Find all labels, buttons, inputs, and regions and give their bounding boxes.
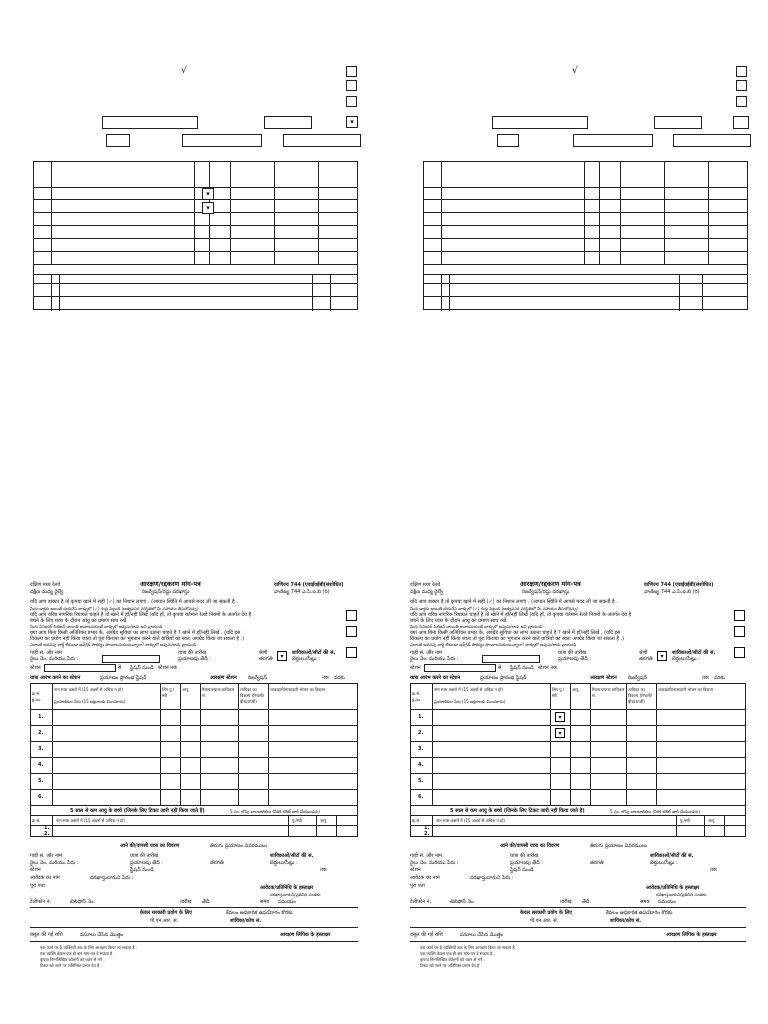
return-train-no: गाड़ी सं. और नाम bbox=[30, 853, 63, 859]
return-train-no-telugu: రైలు నెం. మరియు పేరు : bbox=[410, 860, 459, 866]
reservation-upto-label: आरक्षण स्टेशन bbox=[210, 675, 237, 681]
to-station-label: स्टेशन तक bbox=[158, 665, 177, 671]
from-station-field[interactable] bbox=[424, 664, 496, 672]
telephone-label: टेलीफोन नं. bbox=[30, 899, 52, 905]
upgrade-checkbox[interactable] bbox=[346, 96, 357, 107]
chevron-down-icon: ▾ bbox=[558, 730, 562, 737]
amount-label: वसूल की गई राशि bbox=[30, 932, 63, 938]
date-label: तारीख bbox=[560, 899, 572, 905]
from-station-field[interactable] bbox=[44, 664, 116, 672]
child-col-sex: पु./स्त्री bbox=[292, 818, 302, 823]
col-sno: क्र.सं. bbox=[32, 691, 41, 696]
child-col-sno: क्र.सं. bbox=[32, 818, 41, 823]
return-class-telugu: తరగతి bbox=[210, 860, 224, 866]
doctor-checkbox[interactable] bbox=[736, 66, 747, 77]
doctor-checkbox[interactable] bbox=[346, 610, 357, 621]
signature-label-telugu: దరఖాస్తుదారుని/ప్రతినిధి సంతకం bbox=[270, 892, 321, 897]
pnr-label: पी.एन.आर. सं. bbox=[150, 918, 179, 924]
tick-mark: √ bbox=[572, 66, 578, 76]
applicant-name: आवेदक का नाम bbox=[30, 875, 60, 881]
train-no-field[interactable] bbox=[102, 655, 160, 663]
return-journey-date-telugu: ప్రయాణపు తేదీ : bbox=[510, 860, 543, 866]
col-name-telugu: ప్రయాణికుల పేరు (15 అక్షరాలకు మించరాదు) bbox=[434, 699, 506, 704]
berths-field[interactable] bbox=[497, 134, 519, 147]
sex-dropdown-row-1[interactable] bbox=[202, 188, 214, 200]
chevron-down-icon: ▾ bbox=[206, 190, 210, 198]
berth-coach-label: शायिका/कोच सं. bbox=[230, 918, 262, 924]
child-row-number: 2. bbox=[44, 831, 50, 837]
train-no-label: गाड़ी सं. और नाम bbox=[30, 650, 63, 656]
child-col-name: नाम स्पष्ट अक्षरों में (15 अक्षरों से अधिक न हो) bbox=[56, 818, 125, 823]
note-1: एक फार्म पर 6 व्यक्तियों तक के लिए आरक्षण किया जा सकता है . bbox=[420, 945, 518, 950]
col-name-telugu: ప్రయాణికుల పేరు (15 అక్షరాలకు మించరాదు) bbox=[54, 699, 126, 704]
senior-line: यदि आप वरिष्ठ नागरिक रियायत चाहते है तो खाने में हाँ/नहीं लिखें (यदि हाँ, तो कृपया वर्तमान रेलवे नियमों के अंतर्गत देय है bbox=[410, 612, 632, 618]
return-train-no: गाड़ी सं. और नाम bbox=[410, 853, 443, 859]
full-address: पूरा पता bbox=[410, 883, 425, 889]
to-station-field[interactable] bbox=[673, 134, 751, 147]
row-number: 2. bbox=[418, 730, 424, 736]
train-no-field[interactable] bbox=[482, 655, 540, 663]
amount-label-telugu: వసూలు చేసిన మొత్తం bbox=[460, 932, 504, 938]
journey-date-label-telugu: ప్రయాణపు తేదీ : bbox=[178, 656, 211, 662]
upgrade-line-2: विकल्प का प्रयोग नहीं किया जाता तो पूरा किराया का भुगतान करने वाले यात्रियों का स्वतः अपग्रेड किया जा सकता है .) bbox=[410, 636, 625, 642]
train-no-label: गाड़ी सं. और नाम bbox=[410, 650, 443, 656]
upto-label-telugu: వరకు bbox=[714, 675, 725, 681]
upgrade-line: क्या आप बिना किसी अतिरिक्त प्रभार के, अपग्रेड सुविधा का लाभ उठाना चाहते है ? खाने में हाँ/नहीं लिखें . (यदि इस bbox=[410, 630, 621, 636]
telephone-label-telugu: టెలిఫోన్ నెం. bbox=[450, 899, 476, 905]
journey-begin-label: यात्रा आरंभ करने का स्टेशन bbox=[30, 675, 81, 681]
date-label: तारीख bbox=[180, 899, 192, 905]
journey-date-label-telugu: ప్రయాణపు తేదీ : bbox=[558, 656, 591, 662]
train-no-label-telugu: రైలు నెం. మరియు పేరు : bbox=[30, 656, 79, 662]
berths-field[interactable] bbox=[106, 134, 130, 147]
time-label: समय bbox=[260, 899, 270, 905]
applicant-name: आवेदक का नाम bbox=[410, 875, 440, 881]
telephone-label: टेलीफोन नं. bbox=[410, 899, 432, 905]
form-title: आरक्षण/रद्दकरण मांग-पत्र bbox=[140, 580, 201, 588]
col-name: नाम स्पष्ट अक्षरों में (15 अक्षरों से अधिक न हो) bbox=[434, 687, 503, 692]
amount-label-telugu: వసూలు చేసిన మొత్తం bbox=[80, 932, 124, 938]
return-train-no-telugu: రైలు నెం. మరియు పేరు : bbox=[30, 860, 79, 866]
note-2: एक व्यक्ति केवल एक ही बार मांग-पत्र दे सकता है . bbox=[420, 951, 495, 956]
upgrade-line-telugu: ఎలాంటి అదనపు చార్జీ లేకుండా అప్‌గ్రేడ్ సౌకర్యం పొందాలనుకుంటున్నారా? బాక్సులో అవును/కాదు వ్రాయండి bbox=[30, 642, 197, 647]
full-address: पूरा पता bbox=[30, 883, 45, 889]
amount-label: वसूल की गई राशि bbox=[410, 932, 443, 938]
col-sno-telugu: క్ర.సం. bbox=[32, 697, 42, 702]
applicant-name-telugu: దరఖాస్తుదారుని పేరు : bbox=[470, 875, 514, 881]
train-number-field[interactable] bbox=[102, 116, 198, 129]
time-label-telugu: సమయం bbox=[278, 899, 296, 905]
senior-checkbox[interactable] bbox=[734, 626, 745, 637]
col-choice: शायिका का विकल्प (निचली/बीच/ऊपरी) bbox=[240, 687, 265, 704]
railway-name: दक्षिण मध्य रेलवे bbox=[410, 582, 441, 588]
return-berths-telugu: బెర్తులు/సీట్లు : bbox=[270, 860, 298, 866]
scanned-form-right bbox=[410, 579, 765, 1024]
upgrade-checkbox[interactable] bbox=[736, 96, 747, 107]
row-number: 5. bbox=[38, 778, 44, 784]
col-concession: रियायत/यात्रा प्राधिकार सं. bbox=[592, 687, 625, 698]
signature-label: आवेदक/प्रतिनिधि के हस्ताक्षर bbox=[260, 885, 314, 891]
col-food: शाकाहारी/मांसाहारी भोजन का विकल्प bbox=[658, 687, 714, 692]
senior-line-telugu: మీరు సీనియర్ సిటిజన్ రాయితీ కావాలనుకుంటే బాక్సులో అవును/కాదు అని వ్రాయండి bbox=[30, 624, 163, 629]
note-1: एक फार्म पर 6 व्यक्तियों तक के लिए आरक्षण किया जा सकता है . bbox=[40, 945, 138, 950]
to-label: से bbox=[118, 665, 122, 671]
berths-label: शायिकाओं/सीटों की सं. bbox=[672, 650, 716, 656]
train-number-field[interactable] bbox=[492, 116, 588, 129]
return-station-from-telugu: స్టేషన్ నుండి bbox=[130, 867, 154, 873]
return-upto: तक bbox=[710, 867, 717, 873]
sex-dropdown-row-2[interactable] bbox=[202, 202, 214, 214]
to-station-field[interactable] bbox=[283, 134, 361, 147]
row-number: 3. bbox=[38, 746, 44, 752]
row-number: 5. bbox=[418, 778, 424, 784]
reservation-clerk-label: आरक्षण लिपिक के हस्ताक्षर bbox=[666, 932, 717, 938]
col-age: आयु bbox=[572, 687, 579, 692]
journey-date-label: यात्रा की तारीख bbox=[178, 650, 207, 656]
telephone-label-telugu: టెలిఫోన్ నెం. bbox=[70, 899, 96, 905]
form-code-telugu: వాణిజ్య 744 ఎ.సి.ఇ.బి (రి) bbox=[274, 589, 330, 595]
reservation-clerk-label: आरक्षण लिपिक के हस्ताक्षर bbox=[280, 932, 331, 938]
passenger-table bbox=[423, 161, 748, 310]
return-station-from: स्टेशन bbox=[30, 867, 41, 873]
return-journey: आने की/वापसी यात्रा का विवरण bbox=[120, 843, 180, 849]
chevron-down-icon: ▾ bbox=[350, 118, 354, 126]
station-from-label-telugu: స్టేషన్ నుండి bbox=[130, 665, 154, 671]
child-col-age: आयु bbox=[320, 818, 327, 823]
note-2: एक व्यक्ति केवल एक ही बार मांग-पत्र दे सकता है . bbox=[40, 951, 115, 956]
form-title: आरक्षण/रद्दकरण मांग-पत्र bbox=[520, 580, 581, 588]
berths-label-telugu: బెర్తులు/సీట్లు : bbox=[292, 656, 320, 662]
col-sex: लिंग पु./स्त्री bbox=[162, 687, 175, 698]
journey-date-field[interactable] bbox=[264, 116, 312, 129]
railway-name: दक्षिण मध्य रेलवे bbox=[30, 582, 61, 588]
children-note: 5 साल से कम आयु के बच्चे (जिनके लिए टिकट जारी नहीं किया जाते है) bbox=[70, 808, 205, 814]
berths-label-telugu: బెర్తులు/సీట్లు : bbox=[672, 656, 700, 662]
scanned-form-left bbox=[30, 579, 385, 1024]
berth-coach-label: शायिका/कोच सं. bbox=[610, 918, 642, 924]
col-name: नाम स्पष्ट अक्षरों में (15 अक्षरों से अधिक न हो) bbox=[54, 687, 123, 692]
passenger-table bbox=[33, 161, 358, 310]
senior-line-2: बचने के लिए यात्रा के दौरान आयु का प्रमाण साथ रखें. bbox=[410, 618, 508, 624]
row-number: 2. bbox=[38, 730, 44, 736]
child-row-number: 1. bbox=[44, 825, 50, 831]
senior-line-2: बचने के लिए यात्रा के दौरान आयु का प्रमाण साथ रखें. bbox=[30, 618, 128, 624]
to-label: से bbox=[498, 665, 502, 671]
chevron-down-icon: ▾ bbox=[206, 204, 210, 212]
station-from-label: स्टेशन bbox=[30, 665, 41, 671]
child-col-age: आयु bbox=[708, 818, 715, 823]
senior-checkbox[interactable] bbox=[346, 626, 357, 637]
class-dropdown[interactable] bbox=[346, 116, 358, 128]
col-food: शाकाहारी/मांसाहारी भोजन का विकल्प bbox=[270, 687, 326, 692]
form-code: वाणिज्य 744 (एवाईवईबी(संशोधित) bbox=[644, 582, 714, 588]
form-code-telugu: వాణిజ్య 744 ఎ.సి.ఇ.బి (రి) bbox=[644, 589, 700, 595]
chevron-down-icon: ▾ bbox=[660, 653, 664, 660]
return-journey: आने की/वापसी यात्रा का विवरण bbox=[500, 843, 560, 849]
pnr-label: पी.एन.आर. सं. bbox=[530, 918, 559, 924]
official-use: केवल सरकारी प्रयोग के लिए bbox=[140, 910, 193, 916]
journey-begin-label-telugu: ప్రయాణం ప్రారంభ స్టేషన్ bbox=[480, 675, 527, 681]
col-concession: रियायत/यात्रा प्राधिकार सं. bbox=[202, 687, 235, 698]
reservation-upto-label: आरक्षण स्टेशन bbox=[590, 675, 617, 681]
station-from-label-telugu: స్టేషన్ నుండి bbox=[510, 665, 534, 671]
upto-label: तक bbox=[702, 675, 709, 681]
from-station-field[interactable] bbox=[573, 134, 653, 147]
class-label: श्रेणी bbox=[639, 650, 648, 656]
official-use-telugu: కేవలం అధికారిక ఉపయోగం కొరకు bbox=[606, 910, 673, 916]
doctor-line: यदि आप डाक्टर है तो कृपया खाने में सही (✓) का निशान लगाएं . (आपात स्थिति में आपसे मदद ली जा सकती है . bbox=[30, 599, 238, 605]
to-station-label: स्टेशन तक bbox=[538, 665, 557, 671]
return-berths: शायिकाओं/सीटों की सं. bbox=[270, 853, 314, 859]
class-label-telugu: తరగతి bbox=[259, 656, 273, 662]
col-sno-telugu: క్ర.సం. bbox=[412, 697, 422, 702]
date-label-telugu: తేదీ bbox=[202, 899, 210, 905]
journey-begin-label-telugu: ప్రయాణం ప్రారంభ స్టేషన్ bbox=[100, 675, 147, 681]
upto-label: तक bbox=[322, 675, 329, 681]
official-use-telugu: కేవలం అధికారిక ఉపయోగం కొరకు bbox=[226, 910, 293, 916]
sex-dropdown-row-2[interactable] bbox=[555, 728, 565, 738]
children-note-telugu: 5 సం. లోపు బాలబాలికలు (వీరికి టికెట్ జారీ చేయబడదు) bbox=[610, 809, 700, 814]
row-number: 4. bbox=[38, 762, 44, 768]
return-journey-date: यात्रा की तारीख bbox=[130, 853, 159, 859]
class-field[interactable] bbox=[733, 116, 749, 129]
doctor-line: यदि आप डाक्टर है तो कृपया खाने में सही (✓) का निशान लगाएं . (आपात स्थिति में आपसे मदद ली जा सकती है . bbox=[410, 599, 618, 605]
class-label-telugu: తరగతి bbox=[639, 656, 653, 662]
row-number: 3. bbox=[418, 746, 424, 752]
return-upto: तक bbox=[320, 867, 327, 873]
form-title-telugu: రిజర్వేషన్/రద్దు దరఖాస్తు bbox=[142, 589, 190, 595]
children-note: 5 साल से कम आयु के बच्चे (जिनके लिए टिकट जारी नहीं किया जाते है) bbox=[450, 808, 585, 814]
note-4: टिकट खो जाने पर अतिरिक्त प्रभार देय है . bbox=[40, 963, 102, 968]
class-dropdown[interactable] bbox=[657, 651, 667, 661]
row-number: 6. bbox=[38, 794, 44, 800]
chevron-down-icon: ▾ bbox=[280, 653, 284, 660]
child-col-name: नाम स्पष्ट अक्षरों में (15 अक्षरों से अधिक न हो) bbox=[436, 818, 505, 823]
chevron-down-icon: ▾ bbox=[558, 714, 562, 721]
return-station-from-telugu: స్టేషన్ నుండి bbox=[510, 867, 534, 873]
col-age: आयु bbox=[182, 687, 189, 692]
from-station-field[interactable] bbox=[182, 134, 262, 147]
upgrade-line-2: विकल्प का प्रयोग नहीं किया जाता तो पूरा किराया का भुगतान करने वाले यात्रियों का स्वतः अपग्रेड किया जा सकता है .) bbox=[30, 636, 245, 642]
col-choice: शायिका का विकल्प (निचली/बीच/ऊपरी) bbox=[628, 687, 653, 704]
return-journey-date: यात्रा की तारीख bbox=[510, 853, 539, 859]
senior-line: यदि आप वरिष्ठ नागरिक रियायत चाहते है तो खाने में हाँ/नहीं लिखें (यदि हाँ, तो कृपया वर्तमान रेलवे नियमों के अंतर्गत देय है bbox=[30, 612, 252, 618]
class-dropdown[interactable] bbox=[277, 651, 287, 661]
upgrade-line-telugu: ఎలాంటి అదనపు చార్జీ లేకుండా అప్‌గ్రేడ్ సౌకర్యం పొందాలనుకుంటున్నారా? బాక్సులో అవును/కాదు వ్రాయండి bbox=[410, 642, 577, 647]
child-row-number: 2. bbox=[424, 831, 430, 837]
sex-dropdown-row-1[interactable] bbox=[555, 712, 565, 722]
return-berths: शायिकाओं/सीटों की सं. bbox=[650, 853, 694, 859]
row-number: 1. bbox=[418, 714, 424, 720]
berths-label: शायिकाओं/सीटों की सं. bbox=[292, 650, 336, 656]
senior-line-telugu: మీరు సీనియర్ సిటిజన్ రాయితీ కావాలనుకుంటే బాక్సులో అవును/కాదు అని వ్రాయండి bbox=[410, 624, 543, 629]
upgrade-line: क्या आप बिना किसी अतिरिक्त प्रभार के, अपग्रेड सुविधा का लाभ उठाना चाहते है ? खाने में हाँ/नहीं लिखें . (यदि इस bbox=[30, 630, 241, 636]
applicant-name-telugu: దరఖాస్తుదారుని పేరు : bbox=[90, 875, 134, 881]
reservation-upto-label-telugu: రిజర్వేషన్ bbox=[628, 675, 647, 681]
child-col-sno: क्र.सं. bbox=[412, 818, 421, 823]
station-from-label: स्टेशन bbox=[410, 665, 421, 671]
return-journey-telugu: తిరుగు ప్రయాణం వివరములు bbox=[210, 843, 268, 849]
doctor-line-telugu: మీరు డాక్టరు అయితే దయచేసి బాక్సులో (✓) గుర్తు పెట్టండి (అత్యవసర పరిస్థితిలో మీ సహాయం తీసుకోవచ్చు) bbox=[30, 606, 199, 611]
class-label: श्रेणी bbox=[259, 650, 268, 656]
col-sno: क्र.सं. bbox=[412, 691, 421, 696]
train-no-label-telugu: రైలు నెం. మరియు పేరు : bbox=[410, 656, 459, 662]
child-row-number: 1. bbox=[424, 825, 430, 831]
signature-label: आवेदक/प्रतिनिधि के हस्ताक्षर bbox=[646, 885, 700, 891]
return-class-telugu: తరగతి bbox=[590, 860, 604, 866]
note-3: कृपया निम्नलिखित कॉलमों को ध्यान से भरें . bbox=[40, 957, 105, 962]
upto-label-telugu: వరకు bbox=[334, 675, 345, 681]
children-note-telugu: 5 సం. లోపు బాలబాలికలు (వీరికి టికెట్ జారీ చేయబడదు) bbox=[230, 809, 320, 814]
signature-label-telugu: దరఖాస్తుదారుని/ప్రతినిధి సంతకం bbox=[656, 892, 707, 897]
date-label-telugu: తేదీ bbox=[582, 899, 590, 905]
return-journey-date-telugu: ప్రయాణపు తేదీ : bbox=[130, 860, 163, 866]
row-number: 4. bbox=[418, 762, 424, 768]
journey-date-label: यात्रा की तारीख bbox=[558, 650, 587, 656]
time-label-telugu: సమయం bbox=[658, 899, 676, 905]
col-sex: लिंग पु./स्त्री bbox=[552, 687, 565, 698]
form-code: वाणिज्य 744 (एवाईवईबी(संशोधित) bbox=[274, 582, 344, 588]
journey-date-field[interactable] bbox=[654, 116, 702, 129]
upgrade-checkbox[interactable] bbox=[734, 647, 745, 658]
note-4: टिकट खो जाने पर अतिरिक्त प्रभार देय है . bbox=[420, 963, 482, 968]
note-3: कृपया निम्नलिखित कॉलमों को ध्यान से भरें . bbox=[420, 957, 485, 962]
child-col-sex: पु./स्त्री bbox=[680, 818, 690, 823]
official-use: केवल सरकारी प्रयोग के लिए bbox=[520, 910, 573, 916]
row-number: 1. bbox=[38, 714, 44, 720]
tick-mark: √ bbox=[181, 66, 187, 76]
doctor-line-telugu: మీరు డాక్టరు అయితే దయచేసి బాక్సులో (✓) గుర్తు పెట్టండి (అత్యవసర పరిస్థితిలో మీ సహాయం తీసుకోవచ్చు) bbox=[410, 606, 579, 611]
railway-name-telugu: దక్షిణ మధ్య రైల్వే bbox=[410, 589, 444, 595]
time-label: समय bbox=[640, 899, 650, 905]
doctor-checkbox[interactable] bbox=[734, 610, 745, 621]
form-title-telugu: రిజర్వేషన్/రద్దు దరఖాస్తు bbox=[522, 589, 570, 595]
reservation-upto-label-telugu: రిజర్వేషన్ bbox=[248, 675, 267, 681]
doctor-checkbox[interactable] bbox=[346, 66, 357, 77]
row-number: 6. bbox=[418, 794, 424, 800]
senior-checkbox[interactable] bbox=[736, 80, 747, 91]
railway-name-telugu: దక్షిణ మధ్య రైల్వే bbox=[30, 589, 64, 595]
senior-checkbox[interactable] bbox=[346, 80, 357, 91]
return-journey-telugu: తిరుగు ప్రయాణం వివరములు bbox=[590, 843, 648, 849]
return-berths-telugu: బెర్తులు/సీట్లు : bbox=[650, 860, 678, 866]
journey-begin-label: यात्रा आरंभ करने का स्टेशन bbox=[410, 675, 461, 681]
upgrade-checkbox[interactable] bbox=[346, 647, 357, 658]
return-station-from: स्टेशन bbox=[410, 867, 421, 873]
